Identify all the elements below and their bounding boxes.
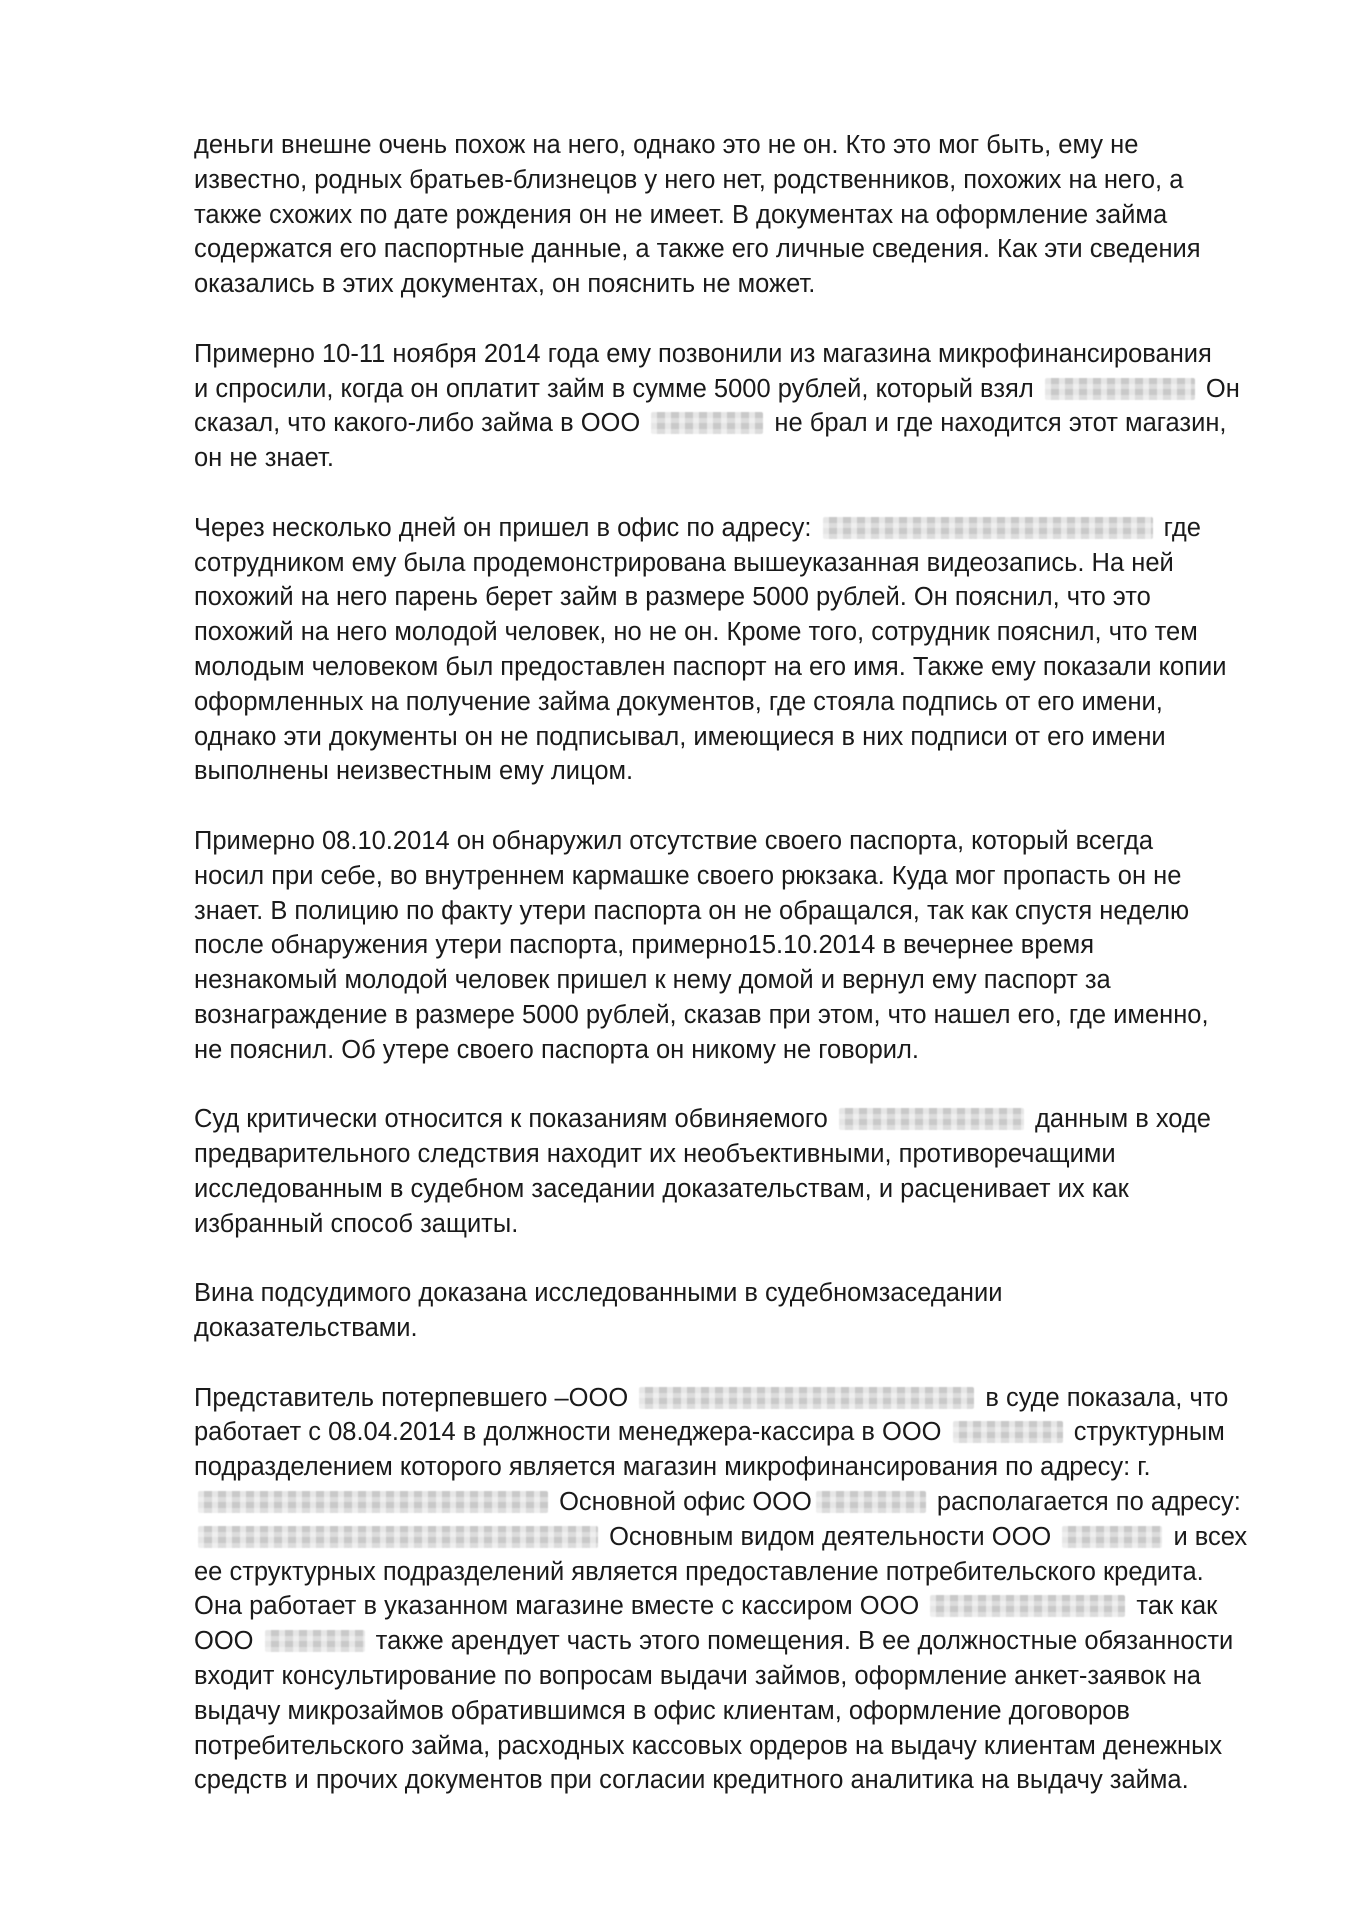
redacted-text: [1045, 378, 1195, 400]
redacted-text: [816, 1491, 926, 1513]
text-line: [194, 824, 1264, 859]
text-line: [194, 1694, 1264, 1729]
redacted-text: [651, 412, 763, 434]
text-line: [194, 928, 1264, 963]
text-line: [194, 1102, 1264, 1137]
text-line: [194, 894, 1264, 929]
text-line: [194, 1033, 1264, 1068]
text-run: Примерно 08.10.2014 он обнаружил отсутствие своего паспорта, который всегда: [194, 826, 1154, 855]
text-run: похожий на него парень берет займ в размере 5000 рублей. Он пояснил, что это: [194, 583, 1151, 612]
text-run: предварительного следствия находит их необъективными, противоречащими: [194, 1140, 1116, 1169]
text-run: не пояснил. Об утере своего паспорта он никому не говорил.: [194, 1035, 920, 1064]
paragraph: [194, 1102, 1264, 1241]
text-run: однако эти документы он не подписывал, имеющиеся в них подписи от его имени: [194, 722, 1166, 751]
text-run: средств и прочих документов при согласии кредитного аналитика на выдачу займа.: [194, 1766, 1189, 1795]
text-run: Вина подсудимого доказана исследованными в судебномзаседании: [194, 1279, 1003, 1308]
text-line: [194, 1555, 1264, 1590]
text-run: структурным: [1066, 1418, 1225, 1447]
text-line: [194, 546, 1264, 581]
text-run: и всех: [1166, 1522, 1248, 1551]
text-run: носил при себе, во внутреннем кармашке своего рюкзака. Куда мог пропасть он не: [194, 861, 1182, 890]
text-line: [194, 998, 1264, 1033]
text-run: содержатся его паспортные данные, а также его личные сведения. Как эти сведения: [194, 235, 1201, 264]
text-run: работает с 08.04.2014 в должности менеджера-кассира в ООО: [194, 1418, 949, 1447]
redacted-text: [639, 1387, 974, 1409]
text-run: в суде показала, что: [978, 1383, 1229, 1412]
text-line: [194, 163, 1264, 198]
text-run: сотрудником ему была продемонстрирована вышеуказанная видеозапись. На ней: [194, 548, 1174, 577]
redacted-text: [1062, 1526, 1162, 1548]
text-line: [194, 511, 1264, 546]
paragraph: [194, 337, 1264, 476]
text-line: [194, 1659, 1264, 1694]
text-line: [194, 1520, 1264, 1555]
text-line: [194, 267, 1264, 302]
text-run: похожий на него молодой человек, но не он. Кроме того, сотрудник пояснил, что тем: [194, 618, 1198, 647]
text-line: [194, 685, 1264, 720]
text-run: Суд критически относится к показаниям обвиняемого: [194, 1105, 835, 1134]
text-run: вознаграждение в размере 5000 рублей, сказав при этом, что нашел его, где именно,: [194, 1000, 1209, 1029]
paragraph: [194, 824, 1264, 1068]
text-run: молодым человеком был предоставлен паспорт на его имя. Также ему показали копии: [194, 652, 1227, 681]
text-line: [194, 615, 1264, 650]
text-run: знает. В полицию по факту утери паспорта он не обращался, так как спустя неделю: [194, 896, 1190, 925]
text-line: [194, 198, 1264, 233]
text-run: Основным видом деятельности ООО: [602, 1522, 1059, 1551]
text-run: так как: [1129, 1592, 1218, 1621]
text-line: [194, 441, 1264, 476]
text-line: [194, 720, 1264, 755]
text-line: [194, 1589, 1264, 1624]
text-line: [194, 1485, 1264, 1520]
text-run: выдачу микрозаймов обратившимся в офис клиентам, оформление договоров: [194, 1696, 1130, 1725]
text-run: также схожих по дате рождения он не имеет. В документах на оформление займа: [194, 200, 1168, 229]
text-run: потребительского займа, расходных кассовых ордеров на выдачу клиентам денежных: [194, 1731, 1223, 1760]
text-run: располагается по адресу:: [929, 1488, 1241, 1517]
text-run: где: [1156, 513, 1201, 542]
text-line: [194, 859, 1264, 894]
text-line: [194, 1137, 1264, 1172]
text-run: выполнены неизвестным ему лицом.: [194, 757, 634, 786]
text-line: [194, 406, 1264, 441]
text-run: Через несколько дней он пришел в офис по адресу:: [194, 513, 819, 542]
text-run: и спросили, когда он оплатит займ в сумме 5000 рублей, который взял: [194, 374, 1041, 403]
text-line: [194, 1172, 1264, 1207]
text-line: [194, 580, 1264, 615]
text-run: ее структурных подразделений является предоставление потребительского кредита.: [194, 1557, 1204, 1586]
paragraph: [194, 511, 1264, 789]
text-run: не брал и где находится этот магазин,: [767, 409, 1227, 438]
document-page: [194, 128, 1264, 1833]
text-line: [194, 1276, 1264, 1311]
text-line: [194, 1729, 1264, 1764]
text-run: Примерно 10-11 ноября 2014 года ему позвонили из магазина микрофинансирования: [194, 339, 1212, 368]
text-line: [194, 1207, 1264, 1242]
text-run: сказал, что какого-либо займа в ООО: [194, 409, 648, 438]
text-run: подразделением которого является магазин микрофинансирования по адресу: г.: [194, 1453, 1151, 1482]
text-line: [194, 1381, 1264, 1416]
text-line: [194, 650, 1264, 685]
text-run: исследованным в судебном заседании доказательствам, и расценивает их как: [194, 1174, 1129, 1203]
text-line: [194, 232, 1264, 267]
text-line: [194, 128, 1264, 163]
redacted-text: [265, 1630, 365, 1652]
text-line: [194, 1415, 1264, 1450]
text-run: Основной офис ООО: [552, 1488, 812, 1517]
text-run: оказались в этих документах, он пояснить не может.: [194, 270, 816, 299]
text-run: незнакомый молодой человек пришел к нему домой и вернул ему паспорт за: [194, 966, 1111, 995]
text-run: Представитель потерпевшего –ООО: [194, 1383, 636, 1412]
redacted-text: [839, 1108, 1024, 1130]
text-run: ООО: [194, 1627, 261, 1656]
redacted-text: [198, 1526, 598, 1548]
paragraph: [194, 1381, 1264, 1799]
text-run: известно, родных братьев-близнецов у него нет, родственников, похожих на него, а: [194, 165, 1184, 194]
paragraph: [194, 128, 1264, 302]
text-run: Он: [1198, 374, 1240, 403]
redacted-text: [198, 1491, 548, 1513]
text-run: после обнаружения утери паспорта, примерно15.10.2014 в вечернее время: [194, 931, 1095, 960]
text-line: [194, 754, 1264, 789]
text-run: оформленных на получение займа документов, где стояла подпись от его имени,: [194, 687, 1163, 716]
text-line: [194, 1763, 1264, 1798]
text-line: [194, 963, 1264, 998]
redacted-text: [930, 1595, 1125, 1617]
text-line: [194, 1624, 1264, 1659]
text-run: избранный способ защиты.: [194, 1209, 519, 1238]
redacted-text: [953, 1421, 1063, 1443]
text-line: [194, 372, 1264, 407]
redacted-text: [823, 517, 1153, 539]
text-line: [194, 1311, 1264, 1346]
text-run: Она работает в указанном магазине вместе с кассиром ООО: [194, 1592, 927, 1621]
text-line: [194, 1450, 1264, 1485]
text-run: он не знает.: [194, 444, 334, 473]
text-run: входит консультирование по вопросам выдачи займов, оформление анкет-заявок на: [194, 1662, 1201, 1691]
text-line: [194, 337, 1264, 372]
text-run: доказательствами.: [194, 1314, 418, 1343]
text-run: деньги внешне очень похож на него, однако это не он. Кто это мог быть, ему не: [194, 131, 1139, 159]
text-run: данным в ходе: [1027, 1105, 1211, 1134]
paragraph: [194, 1276, 1264, 1346]
text-run: также арендует часть этого помещения. В ее должностные обязанности: [368, 1627, 1234, 1656]
